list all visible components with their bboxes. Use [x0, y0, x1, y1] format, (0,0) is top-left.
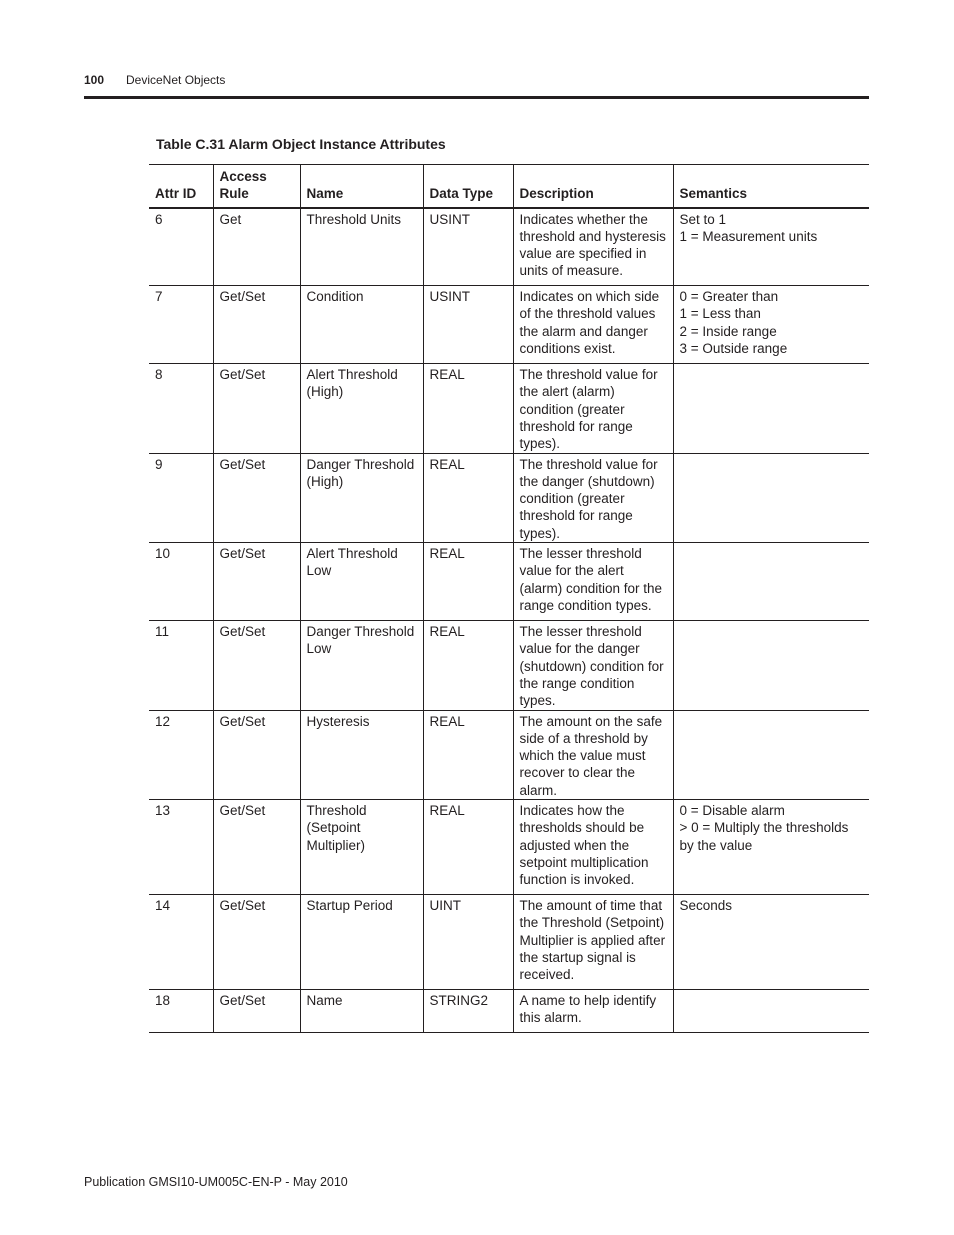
attr-id-cell: 12: [149, 710, 213, 799]
table-row: [149, 895, 869, 990]
data-type-cell: USINT: [423, 286, 513, 364]
table-row: [149, 208, 869, 286]
semantics-line: Set to 1: [679, 211, 727, 227]
access-rule-cell: Get/Set: [213, 895, 300, 990]
access-rule-cell: Get: [213, 208, 300, 286]
semantics-cell: [673, 208, 869, 286]
data-type-cell: REAL: [423, 543, 513, 621]
publication-footer: Publication GMSI10-UM005C-EN-P - May 2010: [84, 1175, 348, 1189]
semantics-line: 2 = Inside range: [679, 323, 777, 339]
semantics-line: Seconds: [679, 898, 733, 914]
data-type-cell: REAL: [423, 453, 513, 542]
attr-id-cell: 18: [149, 990, 213, 1033]
table-row: [149, 453, 869, 542]
column-header-attr-id: Attr ID: [149, 165, 213, 208]
access-rule-cell: Get/Set: [213, 543, 300, 621]
column-header-description: Description: [513, 165, 673, 208]
description-cell: Indicates on which side of the threshold values the alarm and danger conditions exist.: [513, 286, 673, 364]
name-cell: Danger Threshold Low: [300, 621, 423, 710]
semantics-line: 1 = Less than: [679, 306, 761, 322]
description-cell: The lesser threshold value for the alert (alarm) condition for the range condition types.: [513, 543, 673, 621]
semantics-cell: [673, 364, 869, 453]
semantics-cell: [673, 710, 869, 799]
semantics-cell: [673, 453, 869, 542]
attr-id-cell: 10: [149, 543, 213, 621]
name-cell: Name: [300, 990, 423, 1033]
description-cell: A name to help identify this alarm.: [513, 990, 673, 1033]
name-cell: Hysteresis: [300, 710, 423, 799]
attr-id-cell: 6: [149, 208, 213, 286]
name-cell: Danger Threshold (High): [300, 453, 423, 542]
section-title: DeviceNet Objects: [126, 73, 226, 87]
table-body: [149, 208, 869, 1033]
table-row: [149, 364, 869, 453]
column-header-access-rule: Access Rule: [213, 165, 300, 208]
page-number: 100: [84, 73, 105, 87]
data-type-cell: REAL: [423, 364, 513, 453]
semantics-cell: [673, 543, 869, 621]
access-rule-cell: Get/Set: [213, 364, 300, 453]
description-cell: The amount of time that the Threshold (Setpoint) Multiplier is applied after the startup signal is received.: [513, 895, 673, 990]
semantics-line: 1 = Measurement units: [679, 228, 818, 244]
data-type-cell: STRING2: [423, 990, 513, 1033]
semantics-cell: [673, 621, 869, 710]
description-cell: Indicates whether the threshold and hysteresis value are specified in units of measure.: [513, 208, 673, 286]
description-cell: The threshold value for the danger (shutdown) condition (greater threshold for range types).: [513, 453, 673, 542]
name-cell: Condition: [300, 286, 423, 364]
semantics-cell: [673, 895, 869, 990]
attr-id-cell: 13: [149, 800, 213, 895]
attr-id-cell: 7: [149, 286, 213, 364]
semantics-line: > 0 = Multiply the thresholds by the value: [679, 820, 849, 853]
attr-id-cell: 9: [149, 453, 213, 542]
header-rule: [84, 96, 869, 99]
name-cell: Threshold Units: [300, 208, 423, 286]
semantics-line: 0 = Disable alarm: [679, 803, 785, 819]
table-row: [149, 543, 869, 621]
table-row: [149, 800, 869, 895]
access-rule-cell: Get/Set: [213, 800, 300, 895]
semantics-line: 0 = Greater than: [679, 289, 779, 305]
name-cell: Startup Period: [300, 895, 423, 990]
attr-id-cell: 14: [149, 895, 213, 990]
column-header-data-type: Data Type: [423, 165, 513, 208]
table-row: [149, 621, 869, 710]
semantics-cell: [673, 286, 869, 364]
access-rule-cell: Get/Set: [213, 710, 300, 799]
access-rule-cell: Get/Set: [213, 453, 300, 542]
semantics-cell: [673, 800, 869, 895]
attr-id-cell: 8: [149, 364, 213, 453]
column-header-semantics: Semantics: [673, 165, 869, 208]
access-rule-cell: Get/Set: [213, 286, 300, 364]
description-cell: The lesser threshold value for the danger (shutdown) condition for the range condition types.: [513, 621, 673, 710]
alarm-attributes-table: [149, 164, 869, 1033]
name-cell: Alert Threshold (High): [300, 364, 423, 453]
data-type-cell: UINT: [423, 895, 513, 990]
table-row: [149, 710, 869, 799]
semantics-line: 3 = Outside range: [679, 340, 788, 356]
page-header: [84, 73, 225, 87]
table-header-row: [149, 165, 869, 208]
column-header-name: Name: [300, 165, 423, 208]
attr-id-cell: 11: [149, 621, 213, 710]
data-type-cell: USINT: [423, 208, 513, 286]
name-cell: Threshold (Setpoint Multiplier): [300, 800, 423, 895]
semantics-cell: [673, 990, 869, 1033]
description-cell: Indicates how the thresholds should be adjusted when the setpoint multiplication function is invoked.: [513, 800, 673, 895]
table-row: [149, 286, 869, 364]
name-cell: Alert Threshold Low: [300, 543, 423, 621]
data-type-cell: REAL: [423, 621, 513, 710]
data-type-cell: REAL: [423, 800, 513, 895]
access-rule-cell: Get/Set: [213, 621, 300, 710]
description-cell: The threshold value for the alert (alarm) condition (greater threshold for range types).: [513, 364, 673, 453]
access-rule-cell: Get/Set: [213, 990, 300, 1033]
table-row: [149, 990, 869, 1033]
description-cell: The amount on the safe side of a threshold by which the value must recover to clear the alarm.: [513, 710, 673, 799]
table-caption: Table C.31 Alarm Object Instance Attributes: [156, 136, 446, 152]
data-type-cell: REAL: [423, 710, 513, 799]
